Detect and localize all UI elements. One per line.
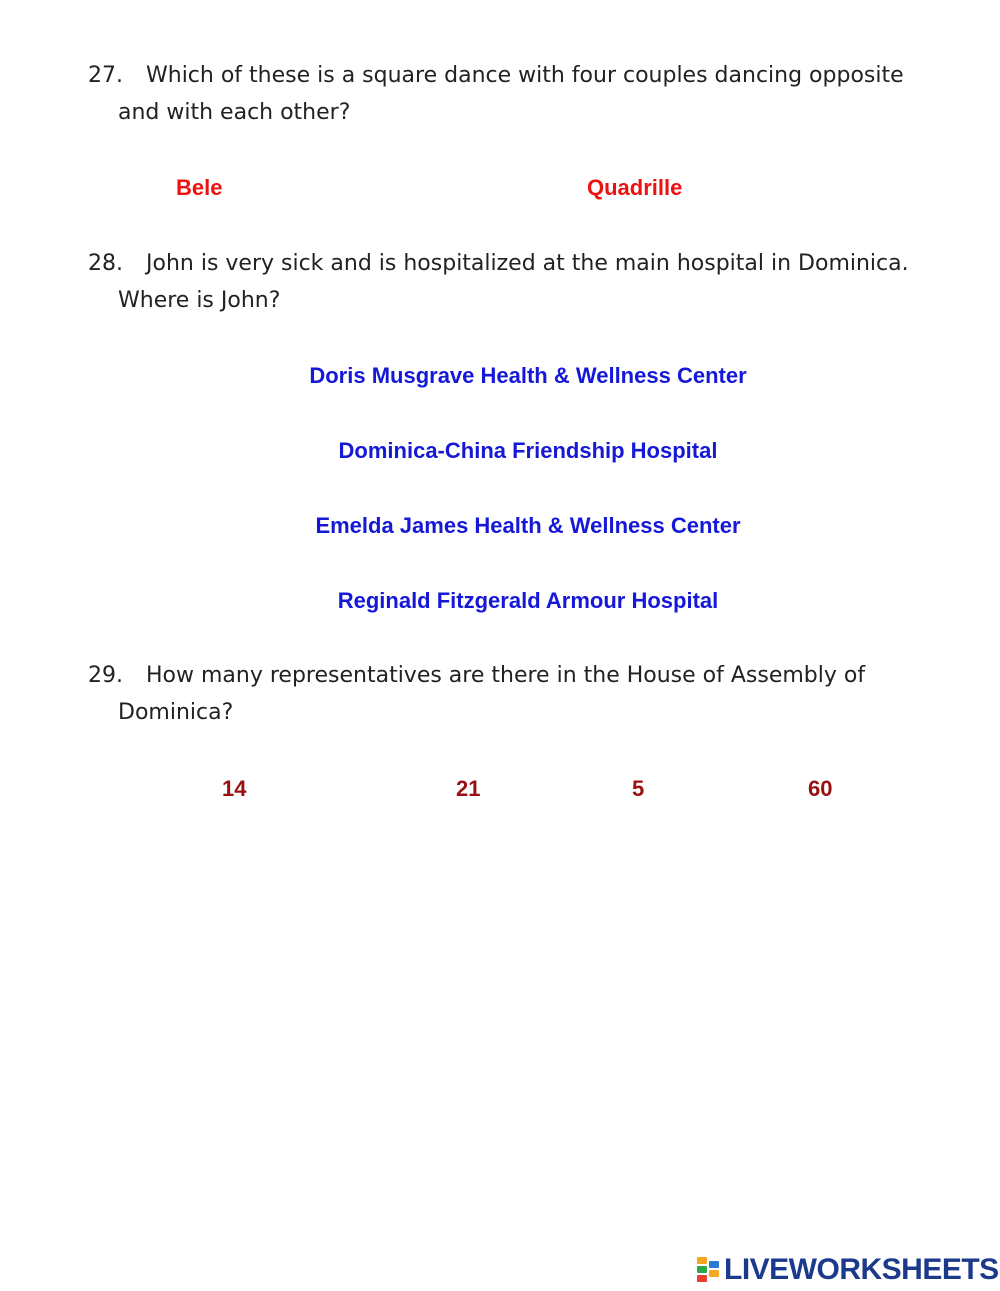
question-text-continued: Where is John?: [118, 288, 281, 313]
answer-option-doris-musgrave[interactable]: Doris Musgrave Health & Wellness Center: [309, 363, 747, 388]
liveworksheets-brand: [697, 1254, 999, 1286]
answer-option-emelda-james[interactable]: Emelda James Health & Wellness Center: [315, 513, 741, 538]
question-number: 29.: [88, 663, 123, 688]
question-text: John is very sick and is hospitalized at the main hospital in Dominica.: [146, 251, 909, 276]
question-text: How many representatives are there in the House of Assembly of: [146, 663, 866, 688]
answer-option-14[interactable]: 14: [222, 776, 247, 801]
answer-option-bele[interactable]: Bele: [176, 175, 223, 200]
answer-option-quadrille[interactable]: Quadrille: [587, 175, 683, 200]
question-27-line1: [88, 57, 928, 94]
question-text-continued: Dominica?: [118, 700, 234, 725]
question-number: 28.: [88, 251, 123, 276]
brand-name: LIVEWORKSHEETS: [724, 1253, 999, 1286]
question-number: 27.: [88, 63, 123, 88]
question-29: [88, 657, 928, 731]
question-27: [88, 57, 928, 131]
answer-option-5[interactable]: 5: [632, 776, 645, 801]
question-28-line1: [88, 245, 928, 282]
question-28: [88, 245, 928, 319]
question-text-continued: and with each other?: [118, 100, 351, 125]
answer-option-21[interactable]: 21: [456, 776, 481, 801]
question-29-line1: [88, 657, 928, 694]
answer-option-dominica-china[interactable]: Dominica-China Friendship Hospital: [338, 438, 718, 463]
answer-option-60[interactable]: 60: [808, 776, 833, 801]
question-text: Which of these is a square dance with four couples dancing opposite: [146, 63, 904, 88]
answer-option-reginald-fitzgerald[interactable]: Reginald Fitzgerald Armour Hospital: [337, 588, 719, 613]
liveworksheets-logo-icon: [697, 1257, 721, 1283]
